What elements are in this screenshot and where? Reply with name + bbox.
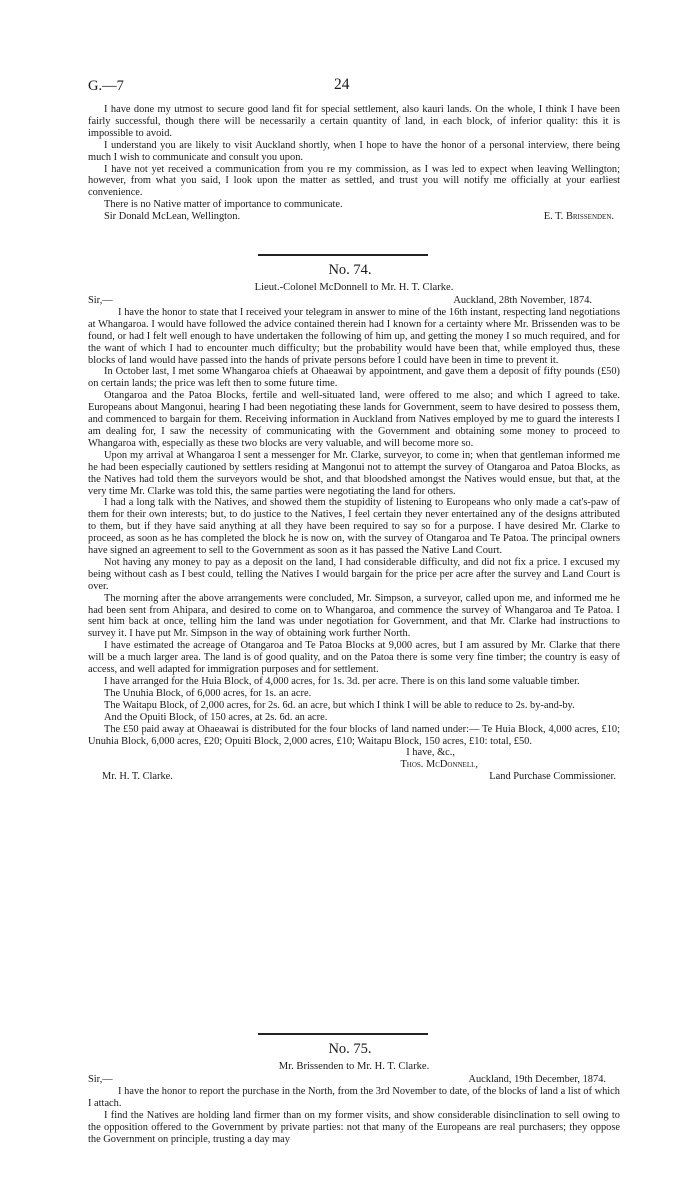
paragraph: I have arranged for the Huia Block, of 4,000 acres, for 1s. 3d. per acre. There is on this land some valuable timber. [104, 676, 580, 687]
previous-letter [88, 104, 620, 223]
signer-role: Land Purchase Commissioner. [489, 771, 616, 783]
page-number: 24 [334, 76, 350, 93]
dateline: Auckland, 19th December, 1874. [468, 1074, 606, 1085]
letter-74-body [88, 295, 620, 783]
paragraph: I had a long talk with the Natives, and showed them the stupidity of listening to Europeans who only made a cat's-paw of them for their own interests; but, to do justice to the Natives, I feel certain they never entertained any of the designs attributed to them, but if they have said anything at all they have been required to say so for a purpose. I have desired Mr. Clarke to proceed, as soon as he has completed the block he is now on, with the survey of Otangaroa and Te Patoa. The principal owners have signed an agreement to sell to the Government as soon as it has passed the Native Land Court. [88, 497, 620, 557]
paragraph: I understand you are likely to visit Auckland shortly, when I hope to have the honor of a personal interview, there being much I wish to communicate and consult you upon. [88, 139, 620, 163]
paragraph: I have done my utmost to secure good land fit for special settlement, also kauri lands. On the whole, I think I have been fairly successful, though there will be necessarily a certain quantity of land, in each block, of inferior quality: this it is impossible to avoid. [88, 104, 620, 139]
paragraph: I have not yet received a communication from you re my commission, as I was led to expect when leaving Wellington; however, from what you said, I look upon the matter as settled, and trust you will notify me officially at your earliest convenience. [88, 163, 620, 199]
signature: E. T. Brissenden. [543, 211, 614, 223]
paragraph: Not having any money to pay as a deposit on the land, I had considerable difficulty, and did not fix a price. I excused my being without cash as I best could, telling the Natives I would bargain for the price per acre after the survey and Land Court is over. [88, 556, 620, 592]
paragraph: Otangaroa and the Patoa Blocks, fertile and well-situated land, were offered to me also; and which I agreed to take. Europeans about Mangonui, hearing I had been negotiating these lands for Government, seem to have desired to possess them, and commenced to bargain for them. Receiving information in Auckland from Natives employed by me to guard the interests I am dealing for, I saw the necessity of communicating with the Government and obtaining some money to proceed to Whangaroa with, especially as these two blocks are very valuable, and will become more so. [88, 390, 620, 449]
letter-title: Mr. Brissenden to Mr. H. T. Clarke. [278, 1061, 430, 1072]
paragraph: I have the honor to report the purchase in the North, from the 3rd November to date, of the blocks of land a list of which I attach. [88, 1085, 620, 1109]
salutation: Sir,— [88, 295, 113, 306]
letter-number: No. 75. [328, 1041, 372, 1057]
paragraph: The £50 paid away at Ohaeawai is distributed for the four blocks of land named under:— Te Huia Block, 4,000 acres, £10; Unuhia Block, 6,000 acres, £20; Opuiti Block, 2,000 acres, £10; Waitapu Block, 150 acres, £10: total, £50. [88, 723, 620, 747]
section-divider [258, 1033, 428, 1035]
letter-number: No. 74. [328, 262, 372, 278]
closing: I have, &c., [406, 747, 455, 759]
addressee: Sir Donald McLean, Wellington. [104, 211, 241, 223]
paragraph: Upon my arrival at Whangaroa I sent a messenger for Mr. Clarke, surveyor, to come in; when that gentleman informed me he had been especially cautioned by settlers residing at Mangonui not to attempt the survey of Otangaroa and Patoa Blocks, as the Natives had told them the surveyors would be shot, and that bloodshed amongst the Natives would ensue, but that, at the very time Mr. Clarke was told this, the same parties were negotiating the land for others. [88, 449, 620, 497]
dateline: Auckland, 28th November, 1874. [453, 295, 592, 306]
page-reference: G.—7 [88, 78, 124, 94]
letter-75-body [88, 1074, 620, 1145]
paragraph: I find the Natives are holding land firmer than on my former visits, and show considerable disinclination to sell owing to the opposition offered to the Government by private parties: not that many of the Europeans are real purchasers; they oppose the Government on principle, trusting a day may [88, 1109, 620, 1145]
paragraph: The morning after the above arrangements were concluded, Mr. Simpson, a surveyor, called upon me, and informed me he had been sent from Ahipara, and desired to come on to Whangaroa, and commence the survey of Whangaroa and Te Patoa. I sent him back at once, telling him the land was under negotiation for Government, and that Mr. Clarke had instructions to survey it. I have put Mr. Simpson in the way of obtaining work further North. [88, 592, 620, 640]
letter-title: Lieut.-Colonel McDonnell to Mr. H. T. Clarke. [254, 282, 454, 293]
paragraph: I have estimated the acreage of Otangaroa and Te Patoa Blocks at 9,000 acres, but I am assured by Mr. Clarke that there will be a much larger area. The land is of good quality, and on the Patoa there is some very fine timber; the country is easy of access, and well adapted for immigration purposes and for settlement. [88, 640, 620, 676]
salutation: Sir,— [88, 1074, 113, 1085]
paragraph: I have the honor to state that I received your telegram in answer to mine of the 16th instant, respecting land negotiations at Whangaroa. I would have followed the advice contained therein had I known for a certainty where Mr. Brissenden was to be found, or had I felt well enough to have undertaken the following of him up, and getting the money I so much required, and for the want of which I had to encounter much difficulty; but the probability would have been that, while employed thus, these blocks of land would have passed into the hands of private persons before I could have been in time to prevent it. [88, 306, 620, 366]
paragraph: The Waitapu Block, of 2,000 acres, for 2s. 6d. an acre, but which I think I will be able to reduce to 2s. by-and-by. [104, 699, 575, 711]
addressee: Mr. H. T. Clarke. [102, 771, 173, 783]
section-divider [258, 254, 428, 256]
paragraph: In October last, I met some Whangaroa chiefs at Ohaeawai by appointment, and gave them a deposit of fifty pounds (£50) on certain lands; the price was left then to some future time. [88, 366, 620, 390]
paragraph: And the Opuiti Block, of 150 acres, at 2s. 6d. an acre. [104, 711, 328, 723]
signature: Thos. McDonnell, [400, 759, 478, 771]
paragraph: There is no Native matter of importance to communicate. [104, 199, 343, 211]
paragraph: The Unuhia Block, of 6,000 acres, for 1s. an acre. [104, 687, 312, 699]
